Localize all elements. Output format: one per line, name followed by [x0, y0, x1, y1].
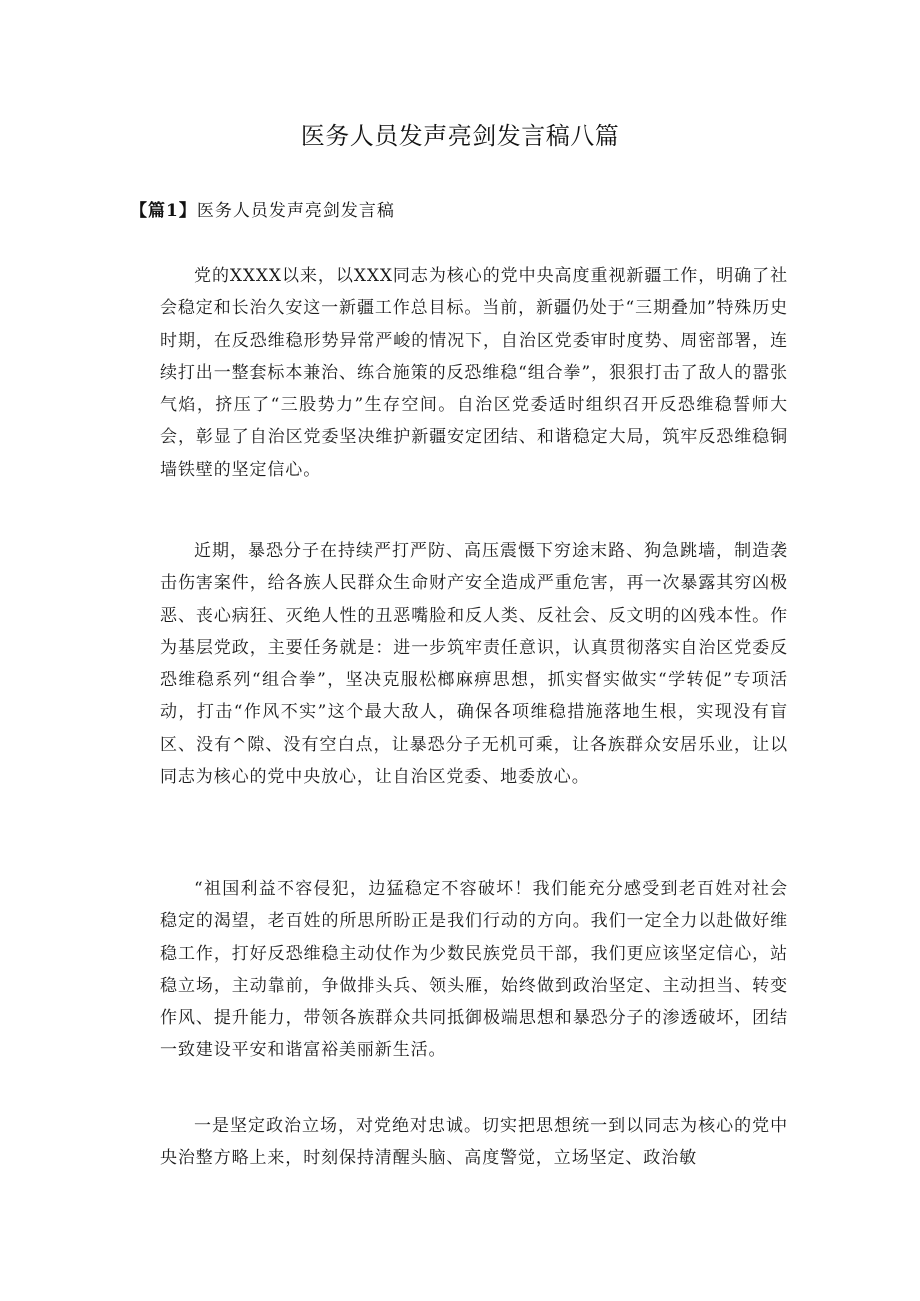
document-title: 医务人员发声亮剑发言稿八篇 — [300, 122, 620, 150]
section-tag: 【篇1】 — [130, 201, 197, 221]
section-heading-text: 医务人员发声亮剑发言稿 — [196, 201, 395, 221]
section-heading — [130, 197, 395, 225]
paragraph-1: 党的XXXX以来，以XXX同志为核心的党中央高度重视新疆工作，明确了社会稳定和长治久安这一新疆工作总目标。当前，新疆仍处于“三期叠加”特殊历史时期，在反恐维稳形势异常严峻的情况下，自治区党委审时度势、周密部署，连续打出一整套标本兼治、练合施策的反恐维稳“组合拳”，狠狠打击了敌人的嚣张气焰，挤压了“三股势力”生存空间。自治区党委适时组织召开反恐维稳誓师大会，彰显了自治区党委坚决维护新疆安定团结、和谐稳定大局，筑牢反恐维稳铜墙铁壁的坚定信心。 — [160, 266, 788, 480]
paragraph-3: “祖国利益不容侵犯，边猛稳定不容破坏！我们能充分感受到老百姓对社会稳定的渴望，老百姓的所思所盼正是我们行动的方向。我们一定全力以赴做好维稳工作，打好反恐维稳主动仗作为少数民族党员干部，我们更应该坚定信心，站稳立场，主动靠前，争做排头兵、领头雁，始终做到政治坚定、主动担当、转变作风、提升能力，带领各族群众共同抵御极端思想和暴恐分子的渗透破坏，团结一致建设平安和谐富裕美丽新生活。 — [160, 879, 788, 1061]
paragraph-4: 一是坚定政治立场，对党绝对忠诚。切实把思想统一到以同志为核心的党中央治整方略上来，时刻保持清醒头脑、高度警觉，立场坚定、政治敏 — [160, 1116, 788, 1169]
paragraph-2: 近期，暴恐分子在持续严打严防、高压震慑下穷途末路、狗急跳墙，制造袭击伤害案件，给各族人民群众生命财产安全造成严重危害，再一次暴露其穷凶极恶、丧心病狂、灭绝人性的丑恶嘴脸和反人类、反社会、反文明的凶残本性。作为基层党政，主要任务就是：进一步筑牢责任意识，认真贯彻落实自治区党委反恐维稳系列“组合拳”，坚决克服松榔麻痹思想，抓实督实做实“学转促”专项活动，打击“作风不实”这个最大敌人，确保各项维稳措施落地生根，实现没有盲区、没有^隙、没有空白点，让暴恐分子无机可乘，让各族群众安居乐业，让以同志为核心的党中央放心，让自治区党委、地委放心。 — [160, 541, 788, 788]
